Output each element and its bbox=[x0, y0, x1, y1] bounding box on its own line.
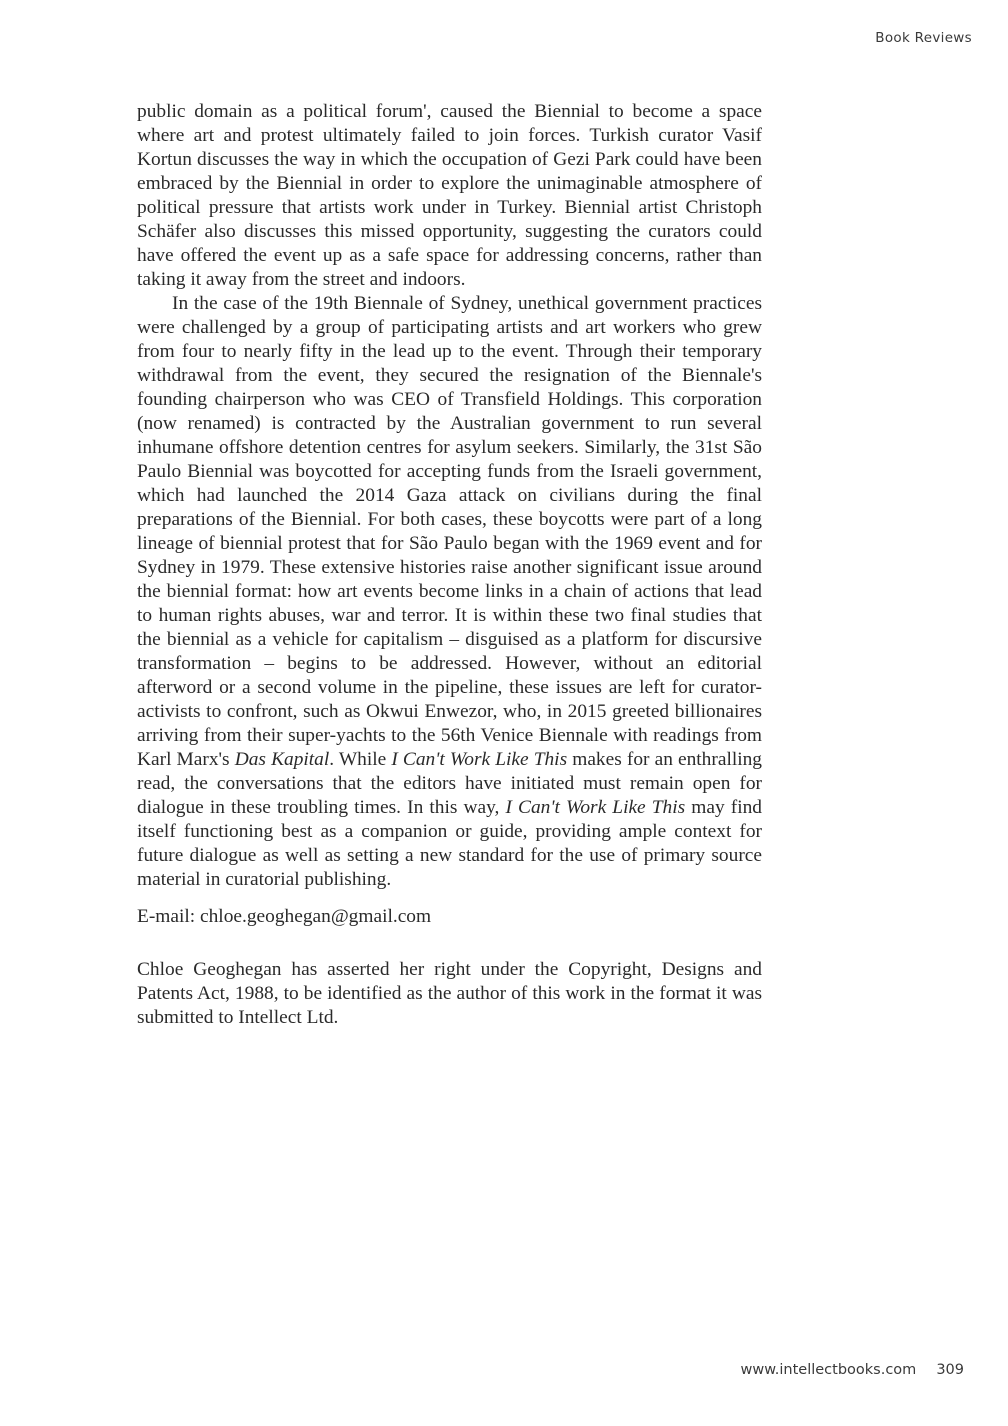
paragraph-text-4: may find itself functioning best as a companion or guide, providing ample context for future dialogue as well as setting a new standard for the use of primary source material in curatorial publishing. bbox=[137, 797, 762, 890]
running-head: Book Reviews bbox=[875, 30, 972, 46]
paragraph-sydney-sao-paulo bbox=[137, 292, 762, 892]
paragraph-text-2: . While bbox=[329, 749, 392, 770]
copyright-notice: Chloe Geoghegan has asserted her right under the Copyright, Designs and Patents Act, 1988, to be identified as the author of this work in the format it was submitted to Intellect Ltd. bbox=[137, 959, 762, 1028]
paragraph-continuation: public domain as a political forum', caused the Biennial to become a space where art and protest ultimately failed to join forces. Turkish curator Vasif Kortun discusses the way in which the occupation of Gezi Park could have been embraced by the Biennial in order to explore the unimaginable atmosphere of political pressure that artists work under in Turkey. Biennial artist Christoph Schäfer also discusses this missed opportunity, suggesting the curators could have offered the event up as a safe space for addressing concerns, rather than taking it away from the street and indoors. bbox=[137, 101, 762, 290]
book-title-i-cant-work-like-this-2: I Can't Work Like This bbox=[505, 797, 686, 818]
publisher-website: www.intellectbooks.com bbox=[740, 1362, 917, 1378]
author-email: E-mail: chloe.geoghegan@gmail.com bbox=[137, 906, 432, 927]
page-number: 309 bbox=[936, 1362, 964, 1378]
page-footer bbox=[741, 1362, 964, 1378]
paragraph-text-3: makes for an enthralling read, the conversations that the editors have initiated must remain open for dialogue in these troubling times. In this way, bbox=[137, 749, 762, 818]
book-title-i-cant-work-like-this: I Can't Work Like This bbox=[391, 749, 568, 770]
book-title-das-kapital: Das Kapital bbox=[234, 749, 330, 770]
paragraph-text-1: In the case of the 19th Biennale of Sydney, unethical government practices were challenged by a group of participating artists and art workers who grew from four to nearly fifty in the lead up to the event. Through their temporary withdrawal from the event, they secured the resignation of the Biennale's founding chairperson who was CEO of Transfield Holdings. This corporation (now renamed) is contracted by the Australian government to run several inhumane offshore detention centres for asylum seekers. Similarly, the 31st São Paulo Biennial was boycotted for accepting funds from the Israeli government, which had launched the 2014 Gaza attack on civilians during the final preparations of the Biennial. For both cases, these boycotts were part of a long lineage of biennial protest that for São Paulo began with the 1969 event and for Sydney in 1979. These extensive histories raise another significant issue around the biennial format: how art events become links in a chain of actions that lead to human rights abuses, war and terror. It is within these two final studies that the biennial as a vehicle for capitalism – disguised as a platform for discursive transformation – begins to be addressed. However, without an editorial afterword or a second volume in the pipeline, these issues are left for curator-activists to confront, such as Okwui Enwezor, who, in 2015 greeted billionaires arriving from their super-yachts to the 56th Venice Biennale with readings from Karl Marx's bbox=[137, 293, 762, 770]
article-body bbox=[137, 100, 762, 1030]
